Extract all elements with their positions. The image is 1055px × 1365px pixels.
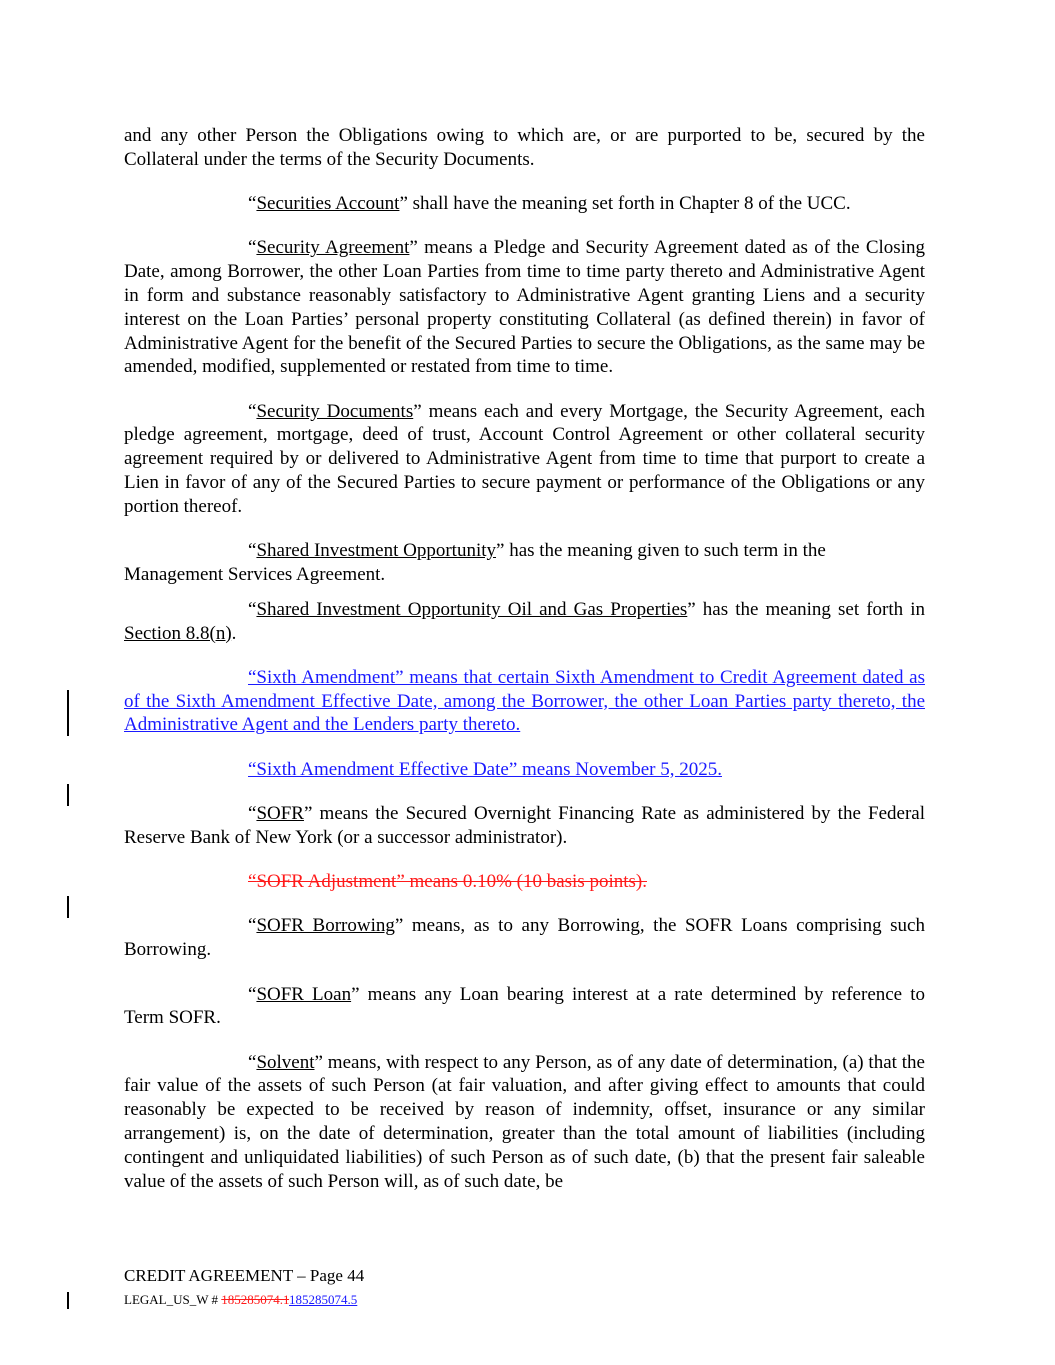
definition-securities-account: “Securities Account” shall have the meaning set forth in Chapter 8 of the UCC.	[248, 193, 851, 215]
defined-term: Security Documents	[256, 400, 414, 422]
definition-security-documents: “Security Documents” means each and every Mortgage, the Security Agreement, each pledge agreement, mortgage, deed of trust, Account Control Agreement or other collateral security agreement required by or delivered to Administrative Agent from time to time that purport to create a Lien in favor of any of the Secured Parties to secure payment or performance of the Obligations or any portion thereof.	[124, 400, 926, 517]
document-id: LEGAL_US_W # 185285074.1185285074.5	[124, 1292, 358, 1307]
defined-term: Securities Account	[256, 193, 400, 215]
section-reference: Section 8.8(n)	[124, 622, 232, 644]
definition-sofr: “SOFR” means the Secured Overnight Financing Rate as administered by the Federal Reserve Bank of New York (or a successor administrator).	[124, 803, 925, 848]
revision-bar	[67, 784, 69, 806]
defined-term: Solvent	[256, 1051, 315, 1073]
defined-term: Shared Investment Opportunity Oil and Gas Properties	[256, 598, 688, 620]
defined-term: SOFR Adjustment	[256, 871, 397, 893]
revision-bar	[67, 1292, 69, 1309]
definition-sofr-adjustment-deleted: “SOFR Adjustment” means 0.10% (10 basis points).	[248, 871, 647, 893]
definition-shared-io-oil-gas: “Shared Investment Opportunity Oil and Gas Properties” has the meaning set forth in Section 8.8(n).	[124, 598, 925, 644]
defined-term: SOFR Borrowing	[256, 915, 395, 937]
definition-sofr-loan: “SOFR Loan” means any Loan bearing interest at a rate determined by reference to Term SOFR.	[124, 983, 925, 1029]
defined-term: SOFR Loan	[256, 983, 352, 1005]
definition-sofr-borrowing: “SOFR Borrowing” means, as to any Borrowing, the SOFR Loans comprising such Borrowing.	[124, 915, 925, 961]
document-body	[124, 124, 925, 1214]
revision-bar	[67, 896, 69, 918]
footer-title: CREDIT AGREEMENT – Page 44	[124, 1266, 365, 1285]
definition-shared-investment-opportunity: “Shared Investment Opportunity” has the meaning given to such term in the Management Services Agreement.	[124, 540, 826, 585]
definition-solvent: “Solvent” means, with respect to any Person, as of any date of determination, (a) that the fair value of the assets of such Person (at fair valuation, and after giving effect to amounts that could reasonably be expected to be received by reason of indemnity, offset, insurance or any similar arrangement) is, on the date of determination, greater than the total amount of liabilities (including contingent and unliquidated liabilities) of such Person as of such date, (b) that the present fair saleable value of the assets of such Person will, as of such date, be	[124, 1051, 925, 1192]
definition-sixth-amendment-effective-date-inserted: “Sixth Amendment Effective Date” means November 5, 2025.	[248, 758, 722, 780]
paragraph-continuation: and any other Person the Obligations owing to which are, or are purported to be, secured by the Collateral under the terms of the Security Documents.	[124, 125, 925, 170]
page-footer	[124, 1265, 364, 1309]
defined-term: SOFR	[256, 803, 304, 825]
defined-term: Security Agreement	[256, 237, 410, 259]
definition-security-agreement: “Security Agreement” means a Pledge and Security Agreement dated as of the Closing Date, among Borrower, the other Loan Parties from time to time party thereto and Administrative Agent in form and substance reasonably satisfactory to Administrative Agent granting Liens and a security interest on the Loan Parties’ personal property constituting Collateral (as defined therein) in favor of Administrative Agent for the benefit of the Secured Parties to secure the Obligations, as the same may be amended, modified, supplemented or restated from time to time.	[124, 237, 925, 378]
defined-term: Shared Investment Opportunity	[256, 540, 497, 562]
revision-bar	[67, 690, 69, 736]
definition-sixth-amendment-inserted: “Sixth Amendment” means that certain Sixth Amendment to Credit Agreement dated as of the Sixth Amendment Effective Date, among the Borrower, the other Loan Parties party thereto, the Administrative Agent and the Lenders party thereto.	[124, 666, 925, 736]
